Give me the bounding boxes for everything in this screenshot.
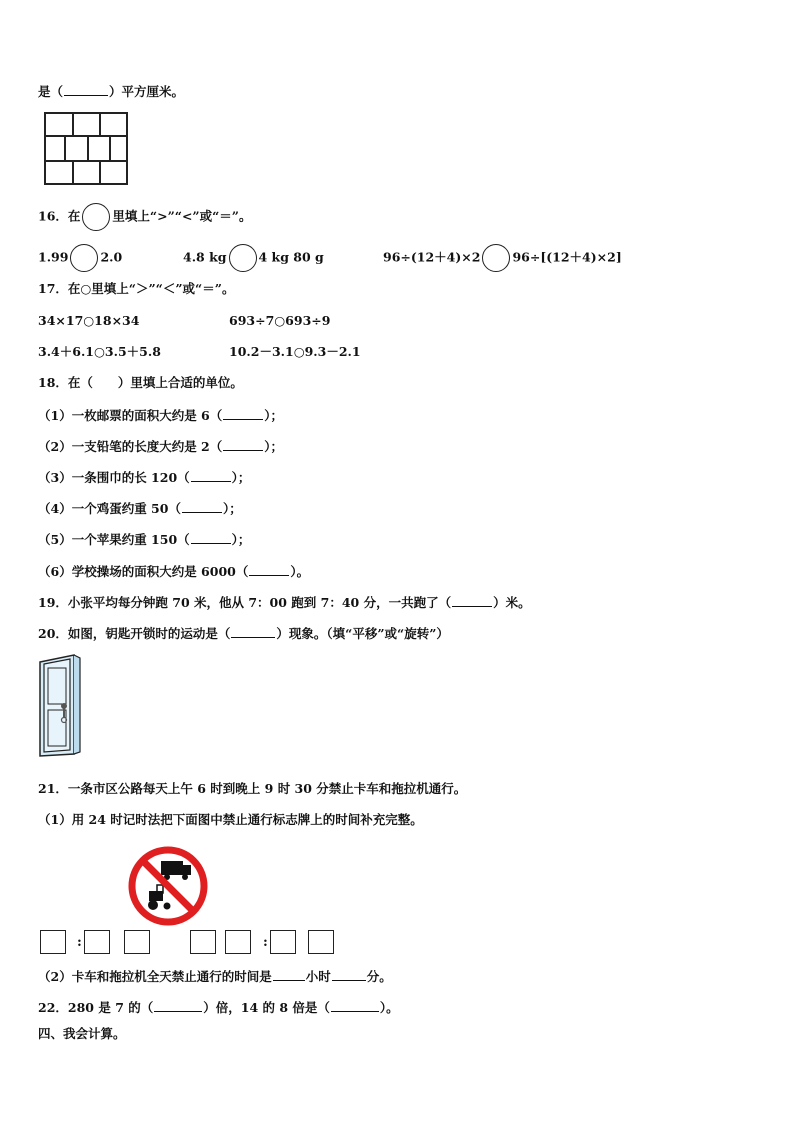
q18-item-1-end: ）； xyxy=(264,408,284,423)
q16-item-3-right: 96÷[(12＋4)×2] xyxy=(512,249,622,265)
q21-title: 21．一条市区公路每天上午 6 时到晚上 9 时 30 分禁止卡车和拖拉机通行。 xyxy=(38,781,467,796)
q16-item-3 xyxy=(383,244,622,272)
q17-item-4: 10.2－3.1○9.3－2.1 xyxy=(229,344,361,359)
hours-blank[interactable] xyxy=(273,968,305,981)
q16-item-2 xyxy=(183,244,324,272)
answer-circle[interactable] xyxy=(70,244,98,272)
answer-blank[interactable] xyxy=(154,999,202,1012)
answer-blank[interactable] xyxy=(191,531,231,544)
q22-text-a: 22．280 是 7 的（ xyxy=(38,1000,154,1015)
q18-item-2 xyxy=(38,438,283,455)
q18-item-3-end: ）； xyxy=(231,470,251,485)
no-truck-tractor-sign-icon xyxy=(127,845,209,927)
q16-item-1 xyxy=(38,244,122,272)
q21-part2-minutes-label: 分。 xyxy=(366,969,392,984)
answer-blank[interactable] xyxy=(249,563,289,576)
q19-end: ）米。 xyxy=(493,595,531,610)
time-box-start-hour-tens[interactable] xyxy=(40,930,66,954)
q18-item-6 xyxy=(38,563,309,580)
q18-item-2-text: （2）一支铅笔的长度大约是 2（ xyxy=(38,439,223,454)
q20-end: ）现象。（填“平移”或“旋转”） xyxy=(276,626,449,641)
q16-item-2-right: 4 kg 80 g xyxy=(258,249,324,265)
q18-item-3-text: （3）一条围巾的长 120（ xyxy=(38,470,190,485)
intro-suffix: ）平方厘米。 xyxy=(109,84,185,99)
q19-line xyxy=(38,594,531,611)
time-colon: : xyxy=(77,935,82,950)
q16-tail: 里填上“>”“<”或“＝”。 xyxy=(112,208,252,224)
q21-part1: （1）用 24 时记时法把下面图中禁止通行标志牌上的时间补充完整。 xyxy=(38,812,423,827)
q17-title: 17．在○里填上“＞”“＜”或“＝”。 xyxy=(38,281,235,296)
answer-blank[interactable] xyxy=(64,83,108,96)
answer-circle[interactable] xyxy=(482,244,510,272)
q16-head: 16．在 xyxy=(38,208,81,224)
q20-line xyxy=(38,625,449,642)
answer-blank[interactable] xyxy=(223,407,263,420)
answer-blank[interactable] xyxy=(182,500,222,513)
time-box-start-minute-ones[interactable] xyxy=(124,930,150,954)
q18-item-4-end: ）； xyxy=(222,501,242,516)
time-box-end-minute-ones[interactable] xyxy=(308,930,334,954)
time-colon: : xyxy=(263,935,268,950)
intro-line xyxy=(38,83,184,100)
q22-text-c: ）。 xyxy=(379,1000,399,1015)
section-4-heading: 四、我会计算。 xyxy=(38,1026,126,1041)
minutes-blank[interactable] xyxy=(332,968,366,981)
q18-item-3 xyxy=(38,469,250,486)
q18-item-6-text: （6）学校操场的面积大约是 6000（ xyxy=(38,564,249,579)
q22-line xyxy=(38,999,399,1016)
q20-text: 20．如图，钥匙开锁时的运动是（ xyxy=(38,626,231,641)
q18-item-5 xyxy=(38,531,250,548)
answer-blank[interactable] xyxy=(331,999,379,1012)
q16-item-1-right: 2.0 xyxy=(100,249,123,265)
time-box-end-hour-tens[interactable] xyxy=(190,930,216,954)
q18-item-1 xyxy=(38,407,283,424)
time-box-start-minute-tens[interactable] xyxy=(84,930,110,954)
q18-title: 18．在（ ）里填上合适的单位。 xyxy=(38,375,243,390)
q21-part2-hours-label: 小时 xyxy=(305,969,331,984)
q18-item-4-text: （4）一个鸡蛋约重 50（ xyxy=(38,501,181,516)
answer-blank[interactable] xyxy=(223,438,263,451)
q16-item-3-left: 96÷(12＋4)×2 xyxy=(383,249,481,265)
q19-text: 19．小张平均每分钟跑 70 米，他从 7：00 跑到 7：40 分，一共跑了（ xyxy=(38,595,452,610)
q18-item-2-end: ）； xyxy=(264,439,284,454)
q17-item-3: 3.4＋6.1○3.5＋5.8 xyxy=(38,344,161,359)
intro-prefix: 是（ xyxy=(38,84,64,99)
q22-text-b: ）倍，14 的 8 倍是（ xyxy=(203,1000,330,1015)
brick-grid-figure xyxy=(44,112,130,186)
q16-title xyxy=(38,203,252,231)
q17-item-1: 34×17○18×34 xyxy=(38,313,140,328)
q17-item-2: 693÷7○693÷9 xyxy=(229,313,331,328)
answer-circle[interactable] xyxy=(229,244,257,272)
q18-item-6-end: ）。 xyxy=(290,564,310,579)
q21-part2-text: （2）卡车和拖拉机全天禁止通行的时间是 xyxy=(38,969,272,984)
q16-item-2-left: 4.8 kg xyxy=(183,249,227,265)
q21-part2 xyxy=(38,968,392,985)
q18-item-5-end: ）； xyxy=(231,532,251,547)
answer-blank[interactable] xyxy=(191,469,231,482)
q16-item-1-left: 1.99 xyxy=(38,249,69,265)
answer-blank[interactable] xyxy=(452,594,492,607)
time-box-end-hour-ones[interactable] xyxy=(225,930,251,954)
answer-blank[interactable] xyxy=(231,625,275,638)
time-box-end-minute-tens[interactable] xyxy=(270,930,296,954)
q18-item-4 xyxy=(38,500,242,517)
q18-item-1-text: （1）一枚邮票的面积大约是 6（ xyxy=(38,408,223,423)
compare-circle xyxy=(82,203,110,231)
q18-item-5-text: （5）一个苹果约重 150（ xyxy=(38,532,190,547)
door-with-key-figure xyxy=(38,654,84,758)
